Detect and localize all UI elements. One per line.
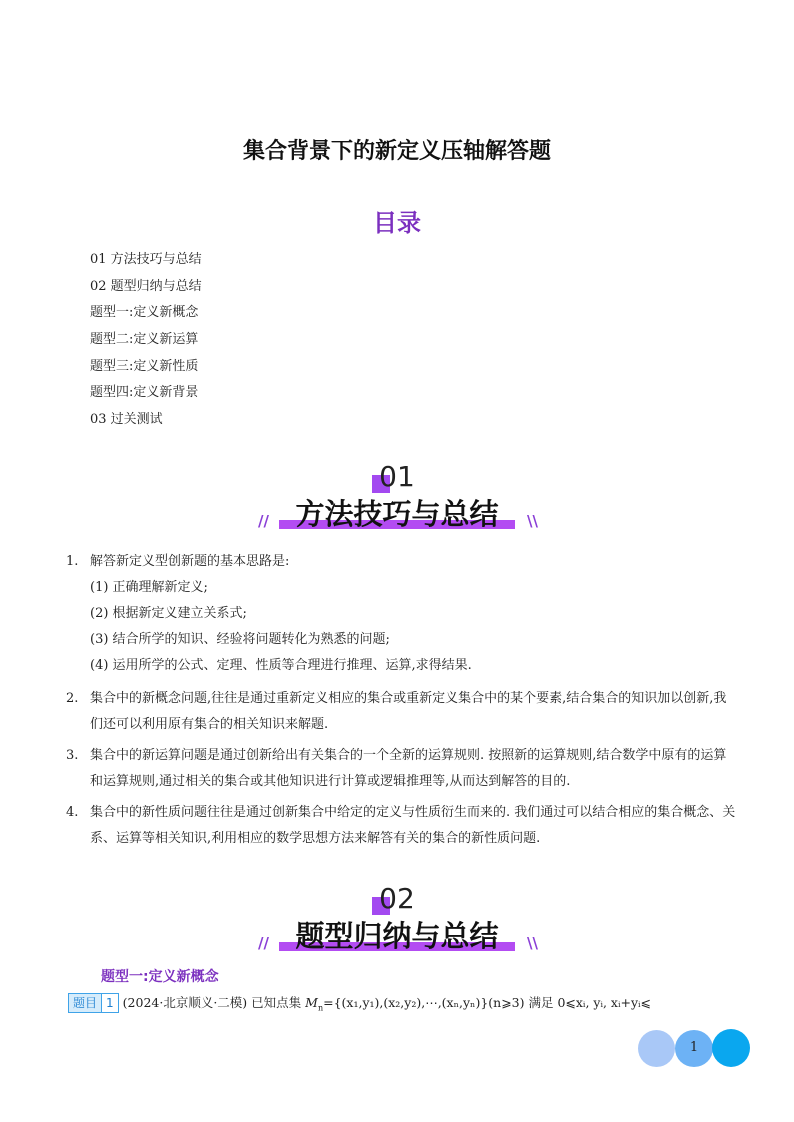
question-type-heading: 题型一:定义新概念 (101, 969, 219, 985)
question-number: 1 (101, 993, 119, 1013)
table-of-contents (90, 247, 202, 434)
slash-decoration-icon: \\ (527, 934, 538, 952)
sub-item: (1) 正确理解新定义; (90, 580, 208, 595)
question-line: 题目 1 (2024·北京顺义·二模) 已知点集 $M_n=\{(x_1,y_1),(x_2,y_2),\cdots,(x_n,y_n)\}(n⩾3)$ 满足 0⩽xᵢ, yᵢ, xᵢ+yᵢ⩽ (68, 993, 651, 1013)
slash-decoration-icon: \\ (527, 512, 538, 530)
sub-item: (4) 运用所学的公式、定理、性质等合理进行推理、运算,求得结果. (90, 658, 472, 673)
list-item: 1. 解答新定义型创新题的基本思路是: (1) 正确理解新定义; (2) 根据新定义建立关系式; (3) 结合所学的知识、经验将问题转化为熟悉的问题; (4) 运用所学的公式、定理、性质等合理进行推理、运算,求得结果. (66, 549, 736, 679)
section-number: 02 (0, 884, 794, 914)
page-circle-decoration (638, 1030, 675, 1067)
toc-item[interactable]: 题型三:定义新性质 (90, 358, 199, 374)
document-title: 集合背景下的新定义压轴解答题 (242, 139, 551, 164)
slash-decoration-icon: // (258, 512, 269, 530)
toc-item[interactable]: 02 题型归纳与总结 (90, 278, 202, 294)
section-number: 01 (0, 462, 794, 492)
page-number: 1 (689, 1040, 699, 1055)
slash-decoration-icon: // (258, 934, 269, 952)
method-list (66, 549, 736, 679)
toc-item[interactable]: 01 方法技巧与总结 (90, 252, 202, 267)
toc-item[interactable]: 题型四:定义新背景 (90, 385, 199, 401)
page-circle-decoration (712, 1029, 750, 1067)
list-item: 3. 集合中的新运算问题是通过创新给出有关集合的一个全新的运算规则. 按照新的运算规则,结合数学中原有的运算和运算规则,通过相关的集合或其他知识进行计算或逻辑推理等,从而达到解答的目的. (66, 748, 727, 789)
sub-item: (2) 根据新定义建立关系式; (90, 606, 247, 621)
toc-item[interactable]: 题型二:定义新运算 (90, 332, 199, 348)
list-item: 2. 集合中的新概念问题,往往是通过重新定义相应的集合或重新定义集合中的某个要素,结合集合的知识加以创新,我们还可以利用原有集合的相关知识来解题. (66, 691, 727, 732)
toc-item[interactable]: 题型一:定义新概念 (90, 305, 199, 321)
toc-heading: 目录 (373, 209, 421, 237)
sub-item: (3) 结合所学的知识、经验将问题转化为熟悉的问题; (90, 632, 390, 647)
section-heading: 题型归纳与总结 (0, 914, 794, 955)
question-badge: 题目 (68, 993, 102, 1013)
toc-item[interactable]: 03 过关测试 (90, 412, 163, 428)
list-item: 4. 集合中的新性质问题往往是通过创新集合中给定的定义与性质衍生而来的. 我们通过可以结合相应的集合概念、关系、运算等相关知识,利用相应的数学思想方法来解答有关的集合的新性质问题. (66, 805, 736, 846)
section-heading: 方法技巧与总结 (0, 492, 794, 533)
